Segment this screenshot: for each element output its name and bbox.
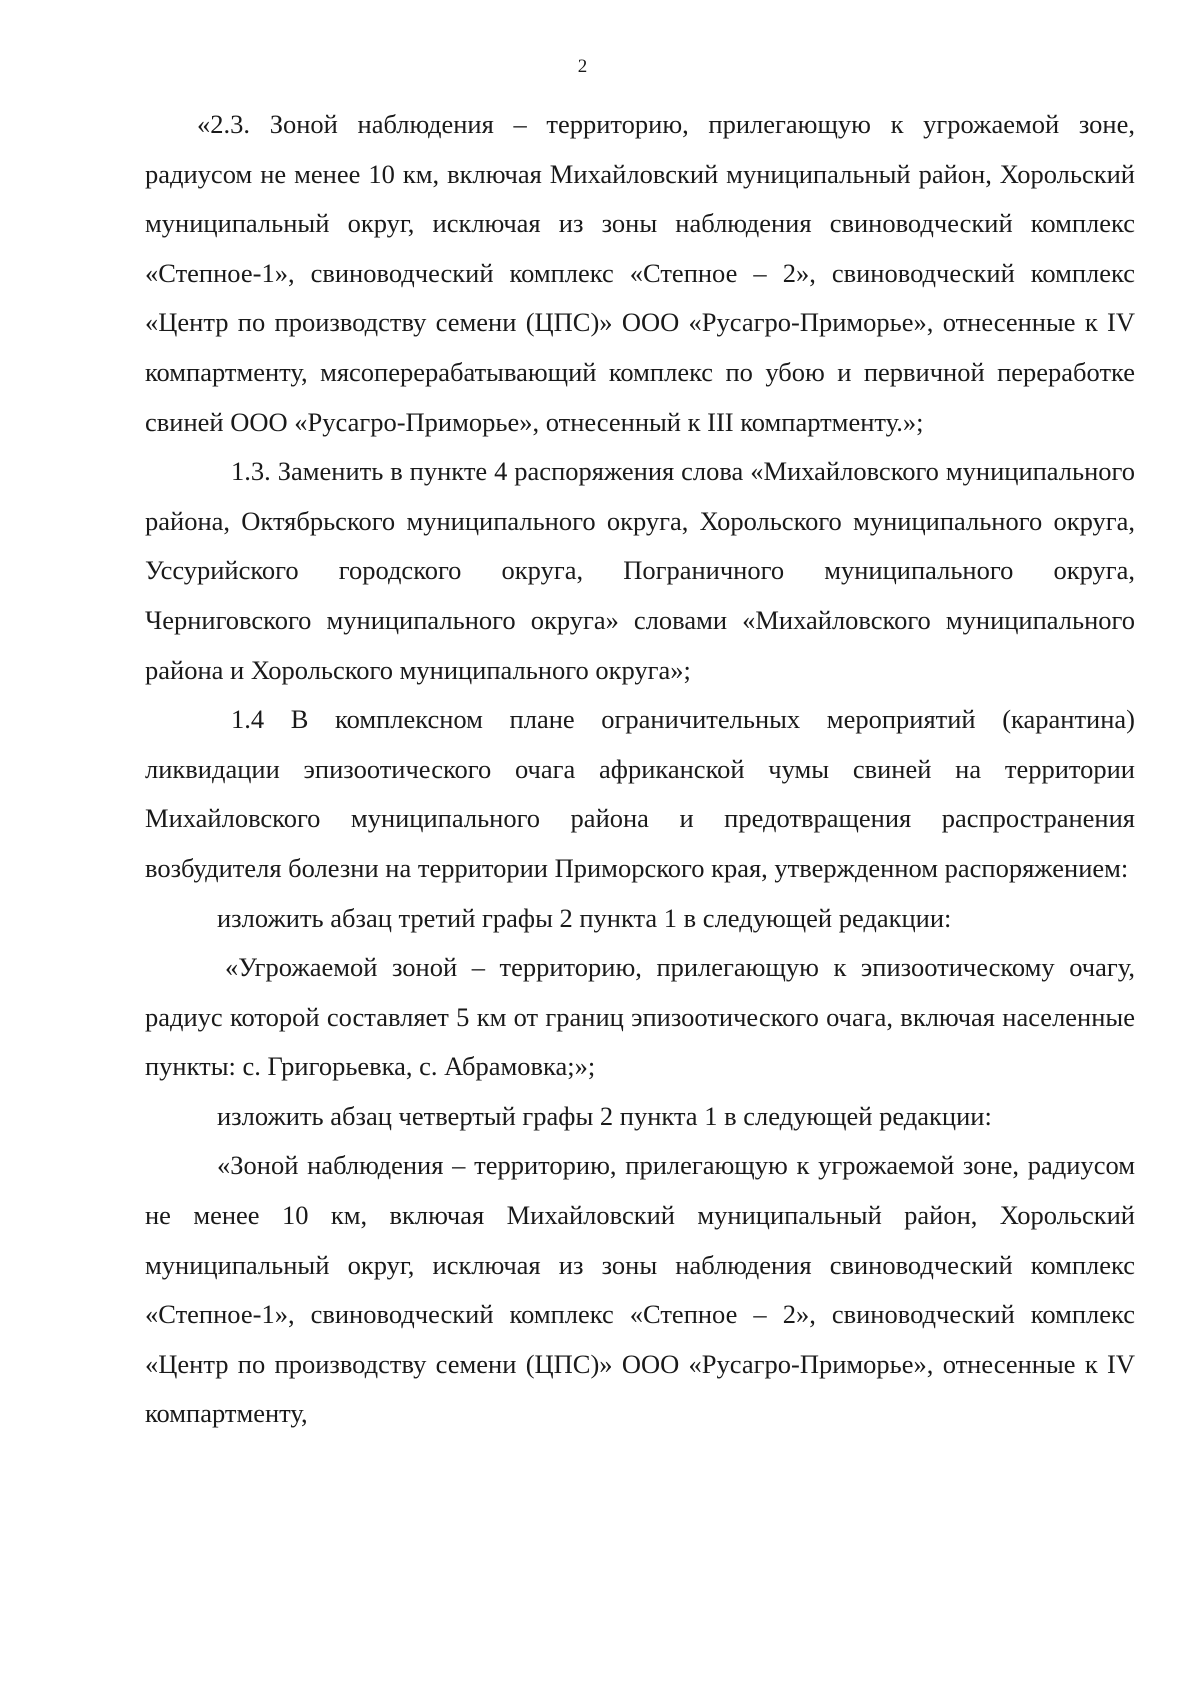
paragraph-threatened-zone: «Угрожаемой зоной – территорию, прилегающую к эпизоотическому очагу, радиус которой составляет 5 км от границ эпизоотического очага, включая населенные пункты: с. Григорьевка, с. Абрамовка;»; (145, 952, 1135, 1082)
paragraph-third-abzac-instruction: изложить абзац третий графы 2 пункта 1 в следующей редакции: (217, 902, 952, 933)
paragraph-fourth-abzac-instruction: изложить абзац четвертый графы 2 пункта 1 в следующей редакции: (217, 1100, 992, 1131)
paragraph-observation-zone: «Зоной наблюдения – территорию, прилегающую к угрожаемой зоне, радиусом не менее 10 км, включая Михайловский муниципальный район, Хорольский муниципальный округ, исключая из зоны наблюдения свиноводческий комплекс «Степное-1», свиноводческий комплекс «Степное – 2», свиноводческий комплекс «Центр по производству семени (ЦПС)» ООО «Русагро-Приморье», отнесенные к IV компартменту, (145, 1150, 1135, 1429)
document-body (145, 100, 1135, 1439)
paragraph-2-3-observation-zone: «2.3. Зоной наблюдения – территорию, прилегающую к угрожаемой зоне, радиусом не менее 10 км, включая Михайловский муниципальный район, Хорольский муниципальный округ, исключая из зоны наблюдения свиноводческий комплекс «Степное-1», свиноводческий комплекс «Степное – 2», свиноводческий комплекс «Центр по производству семени (ЦПС)» ООО «Русагро-Приморье», отнесенные к IV компартменту, мясоперерабатывающий комплекс по убою и первичной переработке свиней ООО «Русагро-Приморье», отнесенный к III компартменту.»; (145, 109, 1135, 437)
page-number: 2 (577, 56, 588, 77)
paragraph-1-4-complex-plan: 1.4 В комплексном плане ограничительных мероприятий (карантина) ликвидации эпизоотического очага африканской чумы свиней на территории Михайловского муниципального района и предотвращения распространения возбудителя болезни на территории Приморского края, утвержденном распоряжением: (145, 704, 1135, 883)
paragraph-1-3-replace-words: 1.3. Заменить в пункте 4 распоряжения слова «Михайловского муниципального района, Октябрьского муниципального округа, Хорольского муниципального округа, Уссурийского городского округа, Пограничного муниципального округа, Черниговского муниципального округа» словами «Михайловского муниципального района и Хорольского муниципального округа»; (145, 456, 1135, 685)
